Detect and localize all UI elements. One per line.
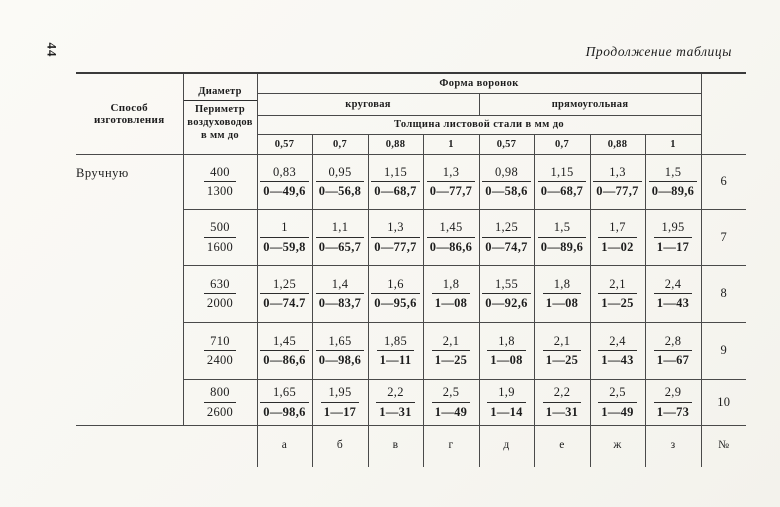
value-denominator: 0—83,7 [316, 293, 364, 310]
value-numerator: 1,25 [494, 220, 519, 235]
diameter-label: Диаметр [184, 85, 257, 101]
value-numerator: 1,8 [442, 276, 460, 291]
thickness-col-header: 0,88 [590, 134, 645, 154]
value-cell [479, 322, 534, 379]
value-denominator: 1—11 [377, 350, 415, 367]
footer-empty-cell [76, 425, 257, 467]
perimeter-value: 2600 [204, 402, 236, 419]
diameter-value: 710 [210, 333, 230, 348]
header-funnel-form: Форма воронок [257, 73, 701, 93]
value-denominator: 1—25 [432, 350, 470, 367]
value-cell [590, 265, 645, 322]
value-denominator: 0—98,6 [260, 402, 308, 419]
value-denominator: 0—58,6 [482, 181, 530, 198]
value-cell [479, 154, 534, 209]
value-denominator: 0—74.7 [260, 293, 308, 310]
value-denominator: 0—86,6 [260, 350, 308, 367]
value-numerator: 1,3 [609, 164, 626, 179]
value-numerator: 1,15 [550, 164, 574, 179]
value-cell [590, 379, 645, 425]
value-numerator: 1,15 [383, 164, 408, 179]
column-letter: в [368, 425, 423, 467]
value-denominator: 0—77,7 [371, 237, 419, 254]
perimeter-value: 2000 [204, 293, 236, 310]
value-numerator: 1,1 [331, 220, 349, 235]
value-denominator: 1—49 [432, 402, 470, 419]
header-form-rectangular: прямоугольная [479, 93, 701, 115]
value-denominator: 0—68,7 [371, 181, 419, 198]
value-cell [645, 379, 701, 425]
column-letter: е [534, 425, 590, 467]
value-numerator: 1,45 [272, 333, 297, 348]
column-letter: б [312, 425, 368, 467]
value-cell [645, 265, 701, 322]
value-denominator: 1—08 [543, 293, 581, 310]
header-form-circular: круговая [257, 93, 479, 115]
value-denominator: 0—89,6 [649, 181, 697, 198]
value-denominator: 0—65,7 [316, 237, 364, 254]
header-number-column [701, 73, 746, 154]
value-numerator: 1,4 [331, 276, 349, 291]
value-cell [534, 379, 590, 425]
value-denominator: 1—67 [654, 350, 692, 367]
value-numerator: 0,83 [272, 164, 297, 179]
value-cell [534, 209, 590, 265]
value-denominator: 1—14 [487, 402, 525, 419]
value-numerator: 2,2 [387, 385, 404, 400]
value-numerator: 1,7 [609, 220, 626, 235]
value-cell [479, 265, 534, 322]
header-diameter-perimeter [183, 73, 257, 154]
value-cell [534, 322, 590, 379]
value-numerator: 1,6 [387, 276, 404, 291]
value-cell [312, 209, 368, 265]
value-denominator: 1—08 [487, 350, 525, 367]
funnel-thickness-table [76, 72, 746, 467]
size-cell [183, 322, 257, 379]
value-numerator: 2,2 [553, 385, 571, 400]
perimeter-label: Периметр воздуховодов в мм до [187, 104, 253, 142]
value-cell [257, 322, 312, 379]
value-denominator: 1—25 [598, 293, 636, 310]
diameter-value: 500 [210, 220, 230, 235]
value-denominator: 0—59,8 [260, 237, 308, 254]
value-denominator: 0—49,6 [260, 181, 308, 198]
value-numerator: 2,1 [609, 276, 626, 291]
perimeter-value: 1300 [204, 181, 236, 198]
thickness-col-header: 0,57 [479, 134, 534, 154]
perimeter-value: 1600 [204, 237, 236, 254]
value-denominator: 1—49 [598, 402, 636, 419]
value-numerator: 2,9 [664, 385, 682, 400]
thickness-col-header: 0,7 [312, 134, 368, 154]
value-cell [368, 379, 423, 425]
value-cell [423, 379, 479, 425]
size-cell [183, 379, 257, 425]
row-number: 6 [701, 154, 746, 209]
value-numerator: 1,9 [498, 385, 515, 400]
thickness-col-header: 0,57 [257, 134, 312, 154]
value-denominator: 1—02 [598, 237, 636, 254]
value-cell [423, 322, 479, 379]
table-continuation-note: Продолжение таблицы [585, 44, 732, 59]
value-denominator: 0—68,7 [538, 181, 586, 198]
value-numerator: 1,5 [664, 164, 682, 179]
value-cell [590, 209, 645, 265]
value-denominator: 1—43 [654, 293, 692, 310]
value-cell [257, 154, 312, 209]
value-denominator: 1—73 [654, 402, 692, 419]
value-numerator: 1,25 [272, 276, 297, 291]
value-denominator: 0—86,6 [427, 237, 475, 254]
value-numerator: 2,5 [442, 385, 460, 400]
value-cell [423, 154, 479, 209]
value-cell [257, 265, 312, 322]
value-cell [645, 154, 701, 209]
value-denominator: 0—89,6 [538, 237, 586, 254]
size-cell [183, 265, 257, 322]
value-cell [479, 379, 534, 425]
value-numerator: 0,95 [328, 164, 352, 179]
column-letter: г [423, 425, 479, 467]
value-denominator: 0—77,7 [427, 181, 475, 198]
value-denominator: 1—17 [654, 237, 692, 254]
column-letter: з [645, 425, 701, 467]
value-numerator: 2,4 [609, 333, 626, 348]
value-cell [257, 379, 312, 425]
column-letter: а [257, 425, 312, 467]
row-number: 9 [701, 322, 746, 379]
value-cell [368, 154, 423, 209]
value-numerator: 1,65 [328, 333, 352, 348]
thickness-col-header: 1 [423, 134, 479, 154]
value-cell [645, 322, 701, 379]
value-cell [423, 265, 479, 322]
value-numerator: 1,3 [387, 220, 404, 235]
value-cell [590, 322, 645, 379]
value-cell [312, 322, 368, 379]
value-cell [312, 379, 368, 425]
value-denominator: 0—74,7 [482, 237, 530, 254]
value-numerator: 1,3 [442, 164, 460, 179]
value-cell [645, 209, 701, 265]
method-value: Вручную [76, 154, 183, 425]
value-cell [257, 209, 312, 265]
value-denominator: 0—77,7 [593, 181, 641, 198]
value-denominator: 1—43 [598, 350, 636, 367]
value-denominator: 0—98,6 [316, 350, 364, 367]
size-cell [183, 154, 257, 209]
value-numerator: 1,8 [498, 333, 515, 348]
value-cell [590, 154, 645, 209]
value-cell [534, 154, 590, 209]
number-sign-label: № [718, 438, 730, 451]
value-numerator: 1,5 [553, 220, 571, 235]
value-numerator: 1 [281, 220, 288, 235]
value-denominator: 1—31 [543, 402, 581, 419]
header-thickness-title: Толщина листовой стали в мм до [257, 115, 701, 134]
value-cell [479, 209, 534, 265]
value-cell [312, 265, 368, 322]
value-numerator: 1,55 [494, 276, 519, 291]
header-method: Способ изготовления [76, 73, 183, 154]
value-cell [534, 265, 590, 322]
page-number: 44 [44, 42, 60, 58]
value-denominator: 0—92,6 [482, 293, 530, 310]
value-numerator: 1,45 [439, 220, 463, 235]
value-cell [368, 322, 423, 379]
value-denominator: 0—95,6 [371, 293, 419, 310]
value-denominator: 1—25 [543, 350, 581, 367]
value-cell [368, 265, 423, 322]
diameter-value: 800 [210, 385, 230, 400]
size-cell [183, 209, 257, 265]
row-number: 10 [701, 379, 746, 425]
value-cell [423, 209, 479, 265]
value-denominator: 1—08 [432, 293, 470, 310]
value-numerator: 1,95 [661, 220, 685, 235]
column-letter: ж [590, 425, 645, 467]
diameter-value: 630 [210, 276, 230, 291]
column-letter: д [479, 425, 534, 467]
value-numerator: 1,95 [328, 385, 352, 400]
thickness-col-header: 0,88 [368, 134, 423, 154]
value-numerator: 2,1 [553, 333, 571, 348]
perimeter-value: 2400 [204, 350, 236, 367]
value-cell [368, 209, 423, 265]
value-cell [312, 154, 368, 209]
diameter-value: 400 [210, 164, 230, 179]
value-numerator: 0,98 [494, 164, 519, 179]
value-numerator: 2,5 [609, 385, 626, 400]
value-numerator: 1,65 [272, 385, 297, 400]
thickness-col-header: 0,7 [534, 134, 590, 154]
diameter-perimeter-fraction [184, 85, 257, 143]
thickness-col-header: 1 [645, 134, 701, 154]
value-numerator: 2,8 [664, 333, 682, 348]
row-number: 7 [701, 209, 746, 265]
value-denominator: 1—17 [321, 402, 359, 419]
value-numerator: 2,4 [664, 276, 682, 291]
value-numerator: 1,85 [383, 333, 408, 348]
value-denominator: 1—31 [376, 402, 414, 419]
value-numerator: 1,8 [553, 276, 571, 291]
row-number: 8 [701, 265, 746, 322]
value-numerator: 2,1 [442, 333, 460, 348]
value-denominator: 0—56,8 [316, 181, 364, 198]
